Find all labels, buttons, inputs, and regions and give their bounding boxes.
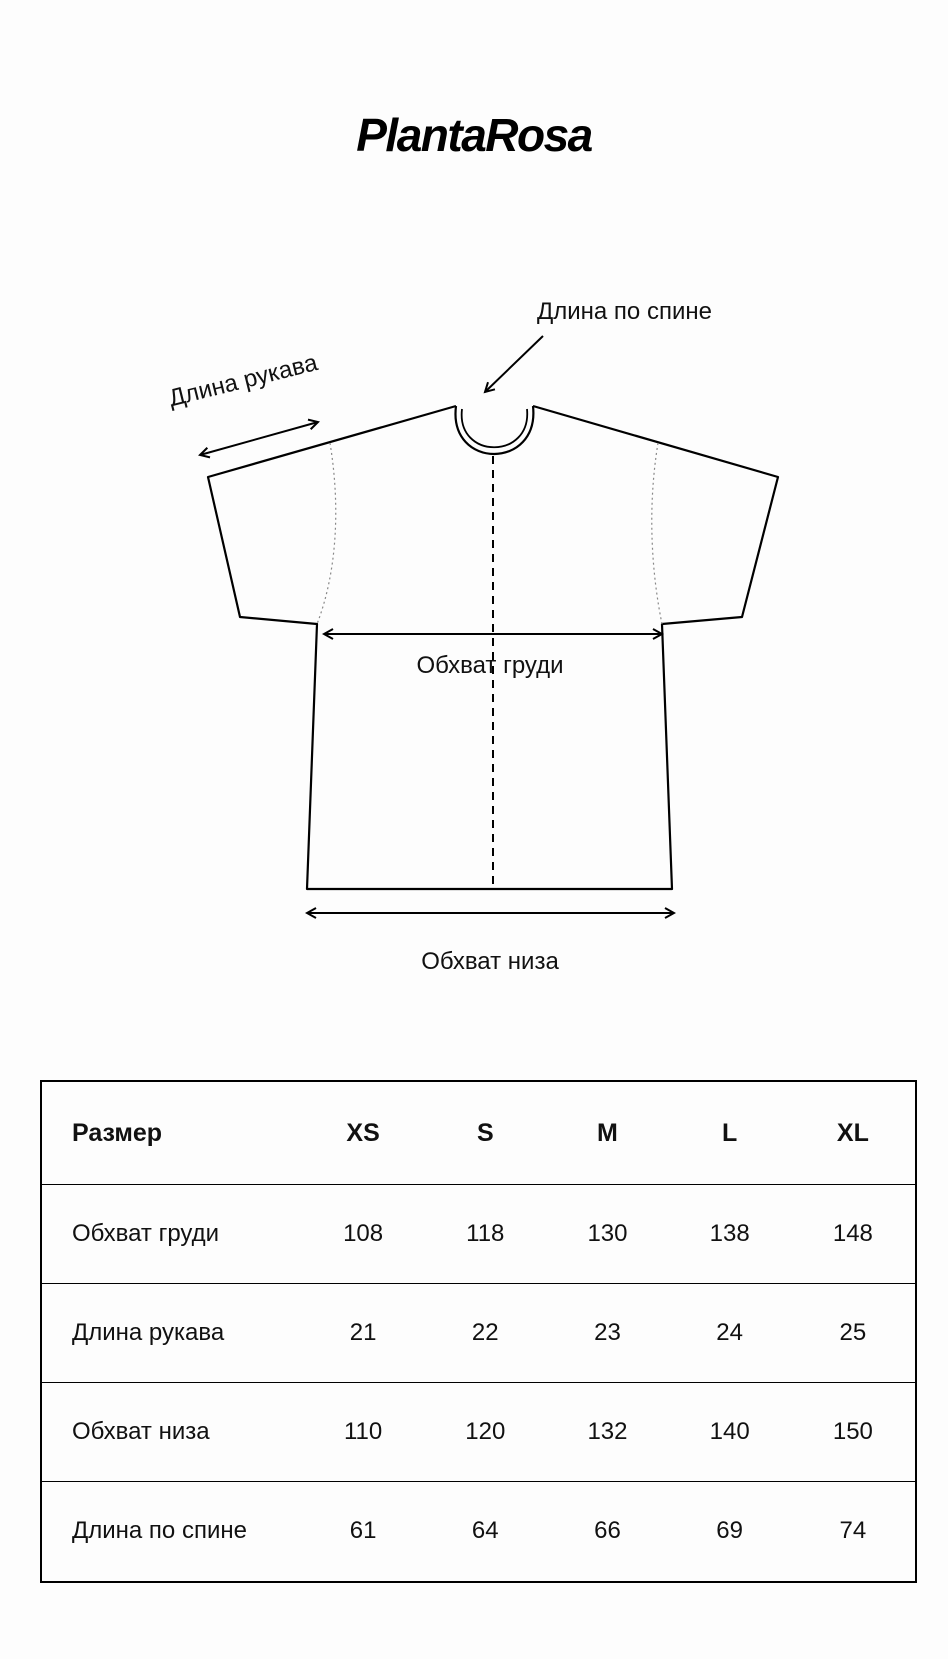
table-cell: 61 [302, 1481, 424, 1582]
header-size-m: M [597, 1118, 618, 1147]
table-cell: 148 [791, 1185, 916, 1284]
table-cell: 22 [424, 1284, 546, 1383]
table-cell: 132 [546, 1383, 668, 1482]
row-label: Обхват низа [41, 1383, 302, 1482]
sleeve-length-label: Длина рукава [166, 349, 321, 413]
chest-label: Обхват груди [416, 652, 564, 679]
table-row [41, 1383, 916, 1482]
table-cell: 74 [791, 1481, 916, 1582]
table-row [41, 1284, 916, 1383]
table-cell: 23 [546, 1284, 668, 1383]
hem-label: Обхват низа [421, 948, 559, 975]
table-cell: 24 [669, 1284, 791, 1383]
right-sleeve-seam [652, 443, 662, 624]
table-cell: 130 [546, 1185, 668, 1284]
table-cell: 118 [424, 1185, 546, 1284]
brand-logo: PlantaRosa [356, 109, 592, 161]
header-size-l: L [722, 1118, 738, 1147]
row-label: Длина по спине [41, 1481, 302, 1582]
table-row [41, 1481, 916, 1582]
table-cell: 64 [424, 1481, 546, 1582]
table-cell: 21 [302, 1284, 424, 1383]
table-cell: 140 [669, 1383, 791, 1482]
header-size-xl: XL [836, 1118, 869, 1147]
table-cell: 66 [546, 1481, 668, 1582]
row-label: Обхват груди [41, 1185, 302, 1284]
table-cell: 25 [791, 1284, 916, 1383]
back-length-label: Длина по спине [537, 298, 712, 325]
left-sleeve-seam [317, 443, 336, 624]
table-cell: 69 [669, 1481, 791, 1582]
header-size-xs: XS [346, 1118, 380, 1147]
collar-inner [462, 409, 528, 447]
table-cell: 110 [302, 1383, 424, 1482]
header-size-s: S [476, 1118, 494, 1147]
table-cell: 108 [302, 1185, 424, 1284]
back-length-arrow [485, 336, 543, 392]
size-table-header [41, 1081, 916, 1185]
tshirt-outline [208, 406, 778, 889]
table-row [41, 1185, 916, 1284]
table-cell: 138 [669, 1185, 791, 1284]
table-cell: 120 [424, 1383, 546, 1482]
header-size-label: Размер [72, 1118, 163, 1147]
table-cell: 150 [791, 1383, 916, 1482]
size-table [40, 1080, 917, 1583]
row-label: Длина рукава [41, 1284, 302, 1383]
